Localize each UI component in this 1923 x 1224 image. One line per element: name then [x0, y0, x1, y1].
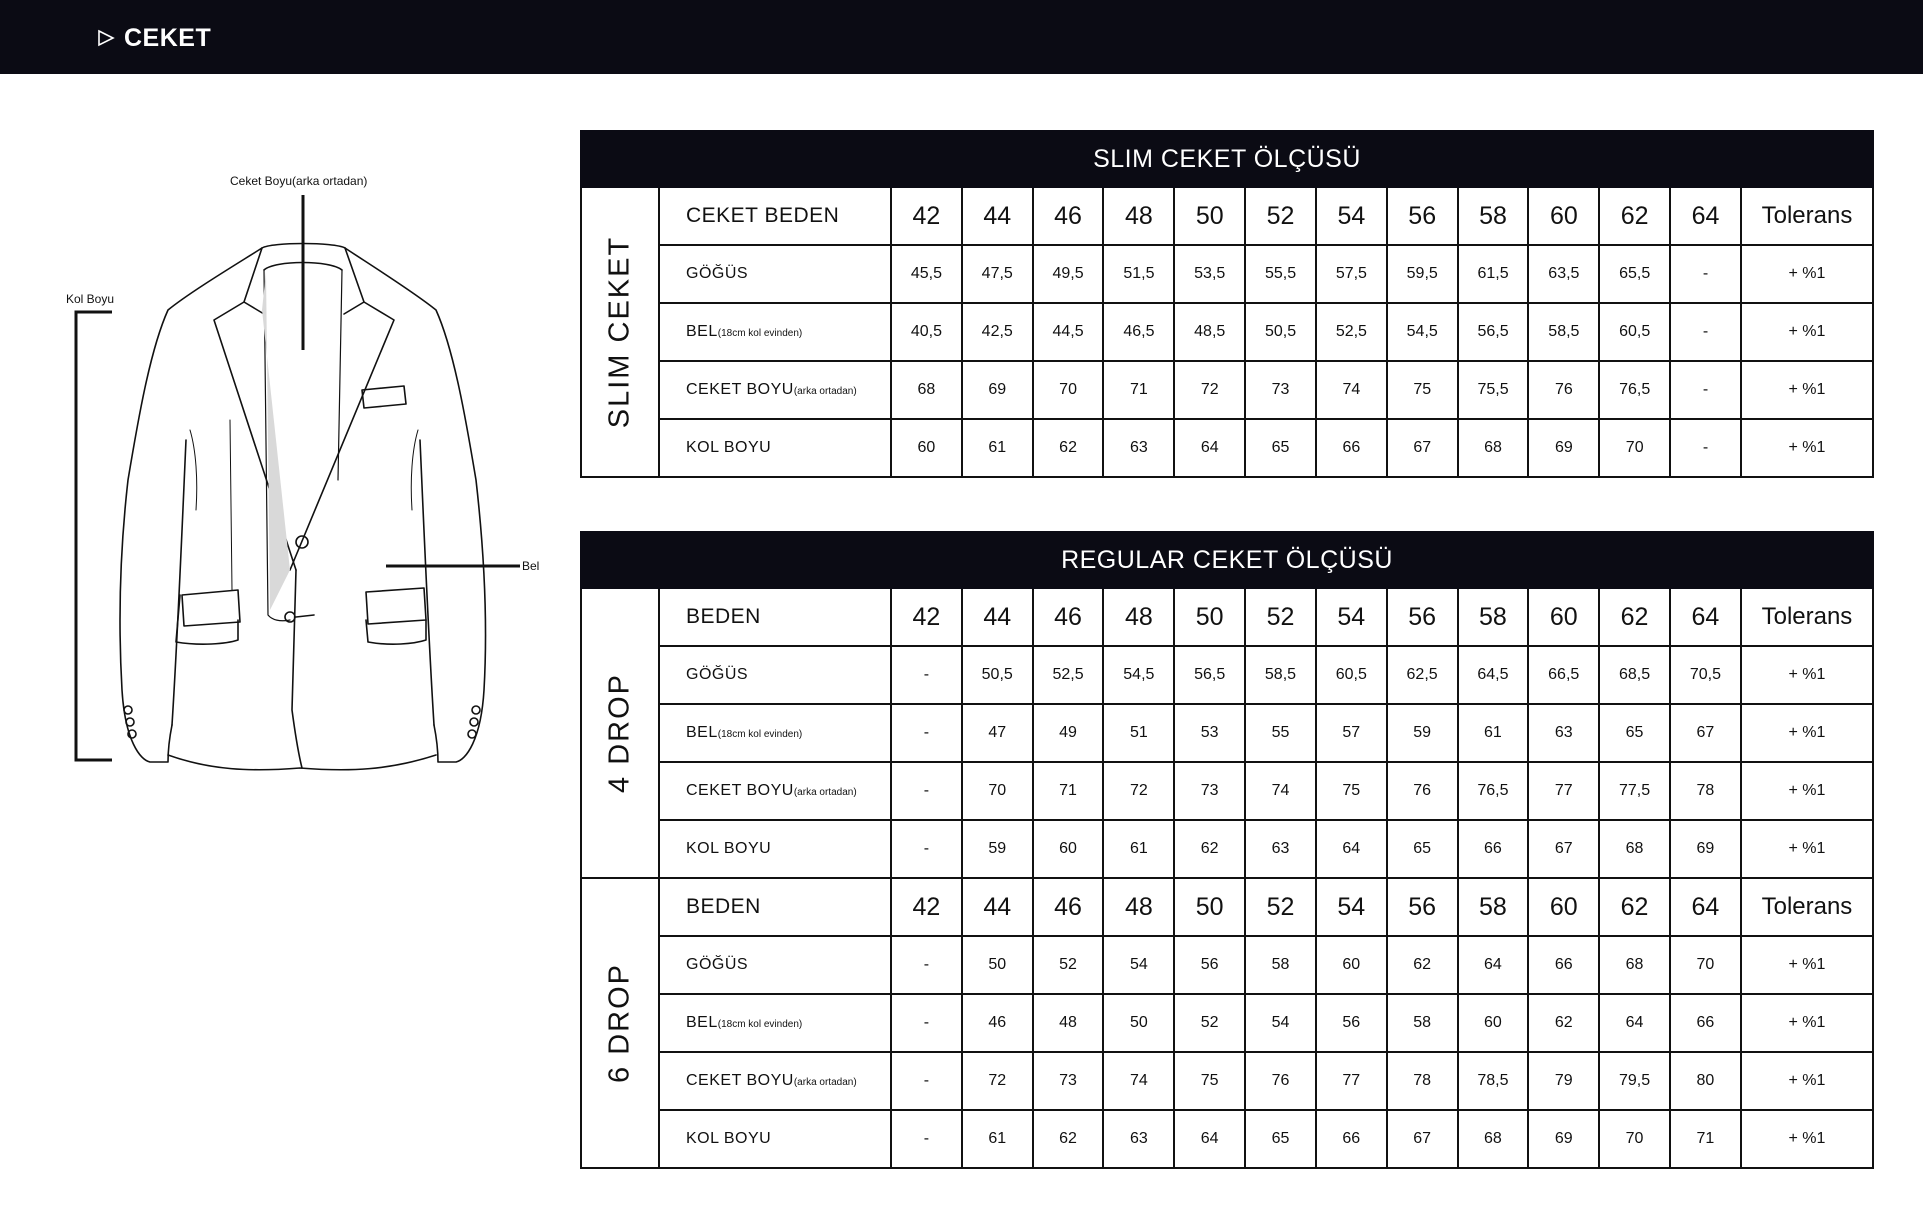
value-cell: 62 [1033, 1110, 1104, 1168]
size-header-cell: 58 [1458, 878, 1529, 936]
value-cell: 52 [1174, 994, 1245, 1052]
tolerance-cell: + %1 [1741, 646, 1873, 704]
table-row [581, 994, 1873, 1052]
size-header-cell: 54 [1316, 187, 1387, 245]
value-cell: 70 [1599, 419, 1670, 477]
value-cell: 75 [1387, 361, 1458, 419]
value-cell: 53 [1174, 704, 1245, 762]
value-cell: - [1670, 303, 1741, 361]
value-cell: 60,5 [1599, 303, 1670, 361]
slim-size-table [580, 130, 1874, 478]
value-cell: 68 [1599, 820, 1670, 878]
value-cell: 57 [1316, 704, 1387, 762]
value-cell: 70 [1599, 1110, 1670, 1168]
drop-1-group-label-text: 6 DROP [603, 963, 636, 1083]
value-cell: 78 [1670, 762, 1741, 820]
value-cell: 77,5 [1599, 762, 1670, 820]
row-label [659, 245, 891, 303]
value-cell: 76,5 [1458, 762, 1529, 820]
size-header-cell: 60 [1528, 187, 1599, 245]
table-row [581, 1052, 1873, 1110]
tolerance-cell: + %1 [1741, 245, 1873, 303]
value-cell: 49 [1033, 704, 1104, 762]
tolerance-cell: + %1 [1741, 704, 1873, 762]
tolerance-cell: + %1 [1741, 1052, 1873, 1110]
value-cell: - [891, 762, 962, 820]
value-cell: 69 [962, 361, 1033, 419]
size-header-cell: 58 [1458, 588, 1529, 646]
row-label [659, 1052, 891, 1110]
value-cell: 63,5 [1528, 245, 1599, 303]
row-label-note: (18cm kol evinden) [717, 328, 803, 339]
row-label-text: BEL [686, 1014, 718, 1031]
size-header-cell: 64 [1670, 588, 1741, 646]
value-cell: 50,5 [1245, 303, 1316, 361]
row-label [659, 704, 891, 762]
tolerance-cell: + %1 [1741, 1110, 1873, 1168]
value-cell: 73 [1033, 1052, 1104, 1110]
value-cell: 54 [1245, 994, 1316, 1052]
value-cell: 66 [1528, 936, 1599, 994]
value-cell: 64 [1458, 936, 1529, 994]
value-cell: 72 [1103, 762, 1174, 820]
row-label-note: (18cm kol evinden) [717, 1019, 803, 1030]
value-cell: 50,5 [962, 646, 1033, 704]
value-cell: 59 [962, 820, 1033, 878]
value-cell: 63 [1103, 1110, 1174, 1168]
value-cell: - [1670, 361, 1741, 419]
value-cell: 68 [891, 361, 962, 419]
row-label-note: (18cm kol evinden) [717, 729, 803, 740]
value-cell: 69 [1528, 1110, 1599, 1168]
drop-0-header-row [581, 588, 1873, 646]
slim-size-header-label: CEKET BEDEN [659, 187, 891, 245]
value-cell: 64 [1316, 820, 1387, 878]
value-cell: 54 [1103, 936, 1174, 994]
value-cell: 73 [1174, 762, 1245, 820]
value-cell: 59,5 [1387, 245, 1458, 303]
row-label-text: BEL [686, 323, 718, 340]
value-cell: 58 [1245, 936, 1316, 994]
value-cell: 53,5 [1174, 245, 1245, 303]
value-cell: 74 [1103, 1052, 1174, 1110]
size-header-cell: 54 [1316, 588, 1387, 646]
value-cell: 79 [1528, 1052, 1599, 1110]
table-row [581, 936, 1873, 994]
value-cell: 73 [1245, 361, 1316, 419]
tolerance-header-cell: Tolerans [1741, 187, 1873, 245]
value-cell: 52,5 [1316, 303, 1387, 361]
row-label-text: GÖĞÜS [686, 265, 749, 282]
table-row [581, 646, 1873, 704]
value-cell: 75 [1174, 1052, 1245, 1110]
value-cell: 62 [1387, 936, 1458, 994]
size-header-cell: 48 [1103, 588, 1174, 646]
value-cell: 63 [1103, 419, 1174, 477]
value-cell: 66 [1458, 820, 1529, 878]
size-header-cell: 64 [1670, 187, 1741, 245]
value-cell: 52,5 [1033, 646, 1104, 704]
table-row [581, 419, 1873, 477]
value-cell: 58 [1387, 994, 1458, 1052]
value-cell: 66 [1670, 994, 1741, 1052]
value-cell: 58,5 [1528, 303, 1599, 361]
size-header-cell: 52 [1245, 187, 1316, 245]
value-cell: 60 [891, 419, 962, 477]
page-title [96, 20, 211, 56]
regular-table-title: REGULAR CEKET ÖLÇÜSÜ [581, 532, 1873, 588]
jacket-drawing [0, 150, 560, 790]
table-row [581, 820, 1873, 878]
value-cell: - [891, 1110, 962, 1168]
value-cell: 42,5 [962, 303, 1033, 361]
value-cell: 70,5 [1670, 646, 1741, 704]
label-bel: Bel [522, 559, 540, 573]
value-cell: 66 [1316, 419, 1387, 477]
value-cell: - [1670, 245, 1741, 303]
size-header-cell: 42 [891, 878, 962, 936]
value-cell: 78,5 [1458, 1052, 1529, 1110]
value-cell: 72 [1174, 361, 1245, 419]
tolerance-header-cell: Tolerans [1741, 878, 1873, 936]
tolerance-cell: + %1 [1741, 820, 1873, 878]
value-cell: 54,5 [1387, 303, 1458, 361]
tolerance-cell: + %1 [1741, 303, 1873, 361]
label-kol-boyu: Kol Boyu [66, 292, 115, 306]
tolerance-header-cell: Tolerans [1741, 588, 1873, 646]
value-cell: 71 [1103, 361, 1174, 419]
value-cell: 71 [1670, 1110, 1741, 1168]
value-cell: 68 [1458, 419, 1529, 477]
value-cell: 63 [1245, 820, 1316, 878]
value-cell: 75 [1316, 762, 1387, 820]
value-cell: 46,5 [1103, 303, 1174, 361]
slim-group-label-text: SLIM CEKET [603, 235, 636, 429]
value-cell: - [891, 820, 962, 878]
row-label-text: CEKET BOYU [686, 381, 794, 398]
value-cell: 49,5 [1033, 245, 1104, 303]
value-cell: - [891, 704, 962, 762]
tolerance-cell: + %1 [1741, 994, 1873, 1052]
value-cell: 61 [962, 1110, 1033, 1168]
row-label [659, 936, 891, 994]
table-row [581, 704, 1873, 762]
value-cell: 75,5 [1458, 361, 1529, 419]
table-row [581, 303, 1873, 361]
slim-header-row [581, 187, 1873, 245]
size-header-cell: 46 [1033, 878, 1104, 936]
size-header-cell: 60 [1528, 588, 1599, 646]
value-cell: 67 [1528, 820, 1599, 878]
row-label [659, 361, 891, 419]
value-cell: 69 [1528, 419, 1599, 477]
row-label-text: BEL [686, 724, 718, 741]
drop-1-group-label [581, 878, 659, 1168]
slim-table-title: SLIM CEKET ÖLÇÜSÜ [581, 131, 1873, 187]
value-cell: 54,5 [1103, 646, 1174, 704]
row-label-text: GÖĞÜS [686, 956, 749, 973]
value-cell: 60 [1458, 994, 1529, 1052]
size-header-cell: 58 [1458, 187, 1529, 245]
value-cell: 68,5 [1599, 646, 1670, 704]
size-header-cell: 52 [1245, 588, 1316, 646]
value-cell: 68 [1458, 1110, 1529, 1168]
value-cell: 48 [1033, 994, 1104, 1052]
value-cell: 40,5 [891, 303, 962, 361]
row-label [659, 1110, 891, 1168]
value-cell: - [891, 936, 962, 994]
page-title-text: CEKET [124, 23, 212, 52]
value-cell: 77 [1528, 762, 1599, 820]
value-cell: 57,5 [1316, 245, 1387, 303]
row-label [659, 419, 891, 477]
value-cell: 64,5 [1458, 646, 1529, 704]
value-cell: 59 [1387, 704, 1458, 762]
value-cell: 56 [1174, 936, 1245, 994]
size-header-cell: 44 [962, 588, 1033, 646]
value-cell: 79,5 [1599, 1052, 1670, 1110]
size-header-cell: 64 [1670, 878, 1741, 936]
tolerance-cell: + %1 [1741, 361, 1873, 419]
value-cell: 67 [1387, 419, 1458, 477]
value-cell: 52 [1033, 936, 1104, 994]
size-header-cell: 46 [1033, 187, 1104, 245]
value-cell: 78 [1387, 1052, 1458, 1110]
drop-0-size-header-label: BEDEN [659, 588, 891, 646]
row-label [659, 820, 891, 878]
size-header-cell: 42 [891, 187, 962, 245]
value-cell: 61 [1103, 820, 1174, 878]
value-cell: 44,5 [1033, 303, 1104, 361]
table-row [581, 245, 1873, 303]
value-cell: 56,5 [1174, 646, 1245, 704]
value-cell: 61 [1458, 704, 1529, 762]
row-label [659, 646, 891, 704]
drop-0-group-label [581, 588, 659, 878]
value-cell: 60 [1316, 936, 1387, 994]
value-cell: 62 [1174, 820, 1245, 878]
value-cell: 77 [1316, 1052, 1387, 1110]
value-cell: 80 [1670, 1052, 1741, 1110]
row-label-text: KOL BOYU [686, 439, 772, 456]
triangle-arrow-icon [96, 28, 116, 48]
value-cell: 67 [1670, 704, 1741, 762]
value-cell: 55,5 [1245, 245, 1316, 303]
value-cell: - [891, 646, 962, 704]
value-cell: 76,5 [1599, 361, 1670, 419]
size-header-cell: 48 [1103, 878, 1174, 936]
value-cell: 65 [1387, 820, 1458, 878]
value-cell: 50 [1103, 994, 1174, 1052]
size-header-cell: 50 [1174, 588, 1245, 646]
value-cell: 70 [962, 762, 1033, 820]
value-cell: 61 [962, 419, 1033, 477]
value-cell: 51 [1103, 704, 1174, 762]
size-header-cell: 62 [1599, 187, 1670, 245]
value-cell: 65 [1245, 419, 1316, 477]
value-cell: 58,5 [1245, 646, 1316, 704]
row-label-text: KOL BOYU [686, 840, 772, 857]
regular-size-table [580, 531, 1874, 1169]
jacket-illustration [0, 150, 560, 790]
size-header-cell: 52 [1245, 878, 1316, 936]
size-header-cell: 62 [1599, 878, 1670, 936]
size-header-cell: 56 [1387, 878, 1458, 936]
value-cell: 66,5 [1528, 646, 1599, 704]
size-header-cell: 50 [1174, 187, 1245, 245]
value-cell: 64 [1174, 419, 1245, 477]
table-row [581, 762, 1873, 820]
size-header-cell: 44 [962, 187, 1033, 245]
value-cell: 72 [962, 1052, 1033, 1110]
value-cell: 62 [1528, 994, 1599, 1052]
value-cell: 56 [1316, 994, 1387, 1052]
row-label-text: KOL BOYU [686, 1130, 772, 1147]
value-cell: 66 [1316, 1110, 1387, 1168]
size-header-cell: 46 [1033, 588, 1104, 646]
value-cell: 76 [1528, 361, 1599, 419]
slim-group-label [581, 187, 659, 477]
value-cell: - [1670, 419, 1741, 477]
size-header-cell: 50 [1174, 878, 1245, 936]
value-cell: 68 [1599, 936, 1670, 994]
value-cell: 47 [962, 704, 1033, 762]
row-label [659, 994, 891, 1052]
row-label-text: CEKET BOYU [686, 782, 794, 799]
value-cell: 67 [1387, 1110, 1458, 1168]
value-cell: 48,5 [1174, 303, 1245, 361]
value-cell: 70 [1033, 361, 1104, 419]
value-cell: 65 [1245, 1110, 1316, 1168]
size-header-cell: 62 [1599, 588, 1670, 646]
value-cell: 51,5 [1103, 245, 1174, 303]
value-cell: 64 [1599, 994, 1670, 1052]
value-cell: 45,5 [891, 245, 962, 303]
row-label-text: CEKET BOYU [686, 1072, 794, 1089]
row-label-note: (arka ortadan) [793, 1077, 857, 1088]
value-cell: 69 [1670, 820, 1741, 878]
table-row [581, 361, 1873, 419]
row-label [659, 762, 891, 820]
drop-1-header-row [581, 878, 1873, 936]
top-bar [0, 0, 1923, 74]
size-header-cell: 60 [1528, 878, 1599, 936]
value-cell: 50 [962, 936, 1033, 994]
table-row [581, 1110, 1873, 1168]
value-cell: 61,5 [1458, 245, 1529, 303]
value-cell: 64 [1174, 1110, 1245, 1168]
value-cell: - [891, 1052, 962, 1110]
value-cell: 65,5 [1599, 245, 1670, 303]
tolerance-cell: + %1 [1741, 936, 1873, 994]
value-cell: 55 [1245, 704, 1316, 762]
size-header-cell: 44 [962, 878, 1033, 936]
value-cell: 76 [1245, 1052, 1316, 1110]
row-label-note: (arka ortadan) [793, 787, 857, 798]
value-cell: 71 [1033, 762, 1104, 820]
value-cell: 74 [1245, 762, 1316, 820]
value-cell: - [891, 994, 962, 1052]
value-cell: 62,5 [1387, 646, 1458, 704]
size-header-cell: 54 [1316, 878, 1387, 936]
tolerance-cell: + %1 [1741, 762, 1873, 820]
value-cell: 65 [1599, 704, 1670, 762]
tolerance-cell: + %1 [1741, 419, 1873, 477]
value-cell: 63 [1528, 704, 1599, 762]
value-cell: 60,5 [1316, 646, 1387, 704]
size-header-cell: 56 [1387, 187, 1458, 245]
drop-1-size-header-label: BEDEN [659, 878, 891, 936]
row-label-note: (arka ortadan) [793, 386, 857, 397]
size-header-cell: 42 [891, 588, 962, 646]
label-ceket-boyu: Ceket Boyu(arka ortadan) [230, 174, 368, 188]
row-label [659, 303, 891, 361]
size-header-cell: 48 [1103, 187, 1174, 245]
value-cell: 46 [962, 994, 1033, 1052]
value-cell: 62 [1033, 419, 1104, 477]
row-label-text: GÖĞÜS [686, 666, 749, 683]
value-cell: 60 [1033, 820, 1104, 878]
value-cell: 47,5 [962, 245, 1033, 303]
size-header-cell: 56 [1387, 588, 1458, 646]
value-cell: 56,5 [1458, 303, 1529, 361]
value-cell: 70 [1670, 936, 1741, 994]
value-cell: 76 [1387, 762, 1458, 820]
drop-0-group-label-text: 4 DROP [603, 673, 636, 793]
value-cell: 74 [1316, 361, 1387, 419]
